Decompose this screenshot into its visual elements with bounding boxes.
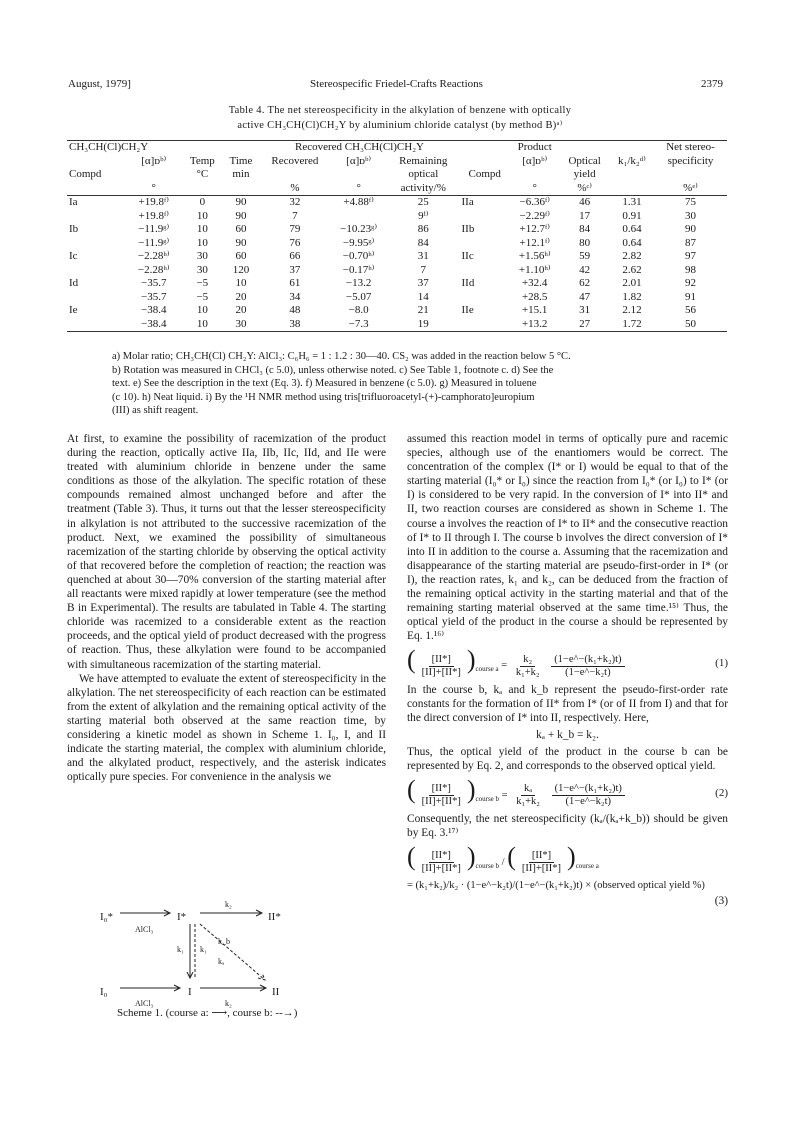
table-cell: 98 xyxy=(685,263,697,276)
table-cell xyxy=(460,237,510,251)
table-cell: −5.07 xyxy=(345,290,372,303)
table-cell: −6.36ᶠ⁾ xyxy=(519,196,550,208)
table-cell: +13.2 xyxy=(510,318,559,332)
table-cell: Ie xyxy=(69,304,78,316)
table-cell: 42 xyxy=(579,263,591,276)
eq2-sub: course b xyxy=(475,795,500,804)
equation-3-line2: = (k₁+k₂)/k₂ · (1−e^−k₂t)/(1−e^−(k₁+k₂)t) × (observed optical yield %) xyxy=(407,880,705,892)
table-cell: −38.4 xyxy=(125,318,182,332)
table-cell: 48 xyxy=(289,304,301,316)
table-row xyxy=(67,223,727,237)
left-column xyxy=(67,432,386,784)
table-cell: −35.7 xyxy=(141,290,167,303)
eq1-lhs-num: [II*] xyxy=(429,654,454,667)
eq2-r2-num: (1−e^−(k₁+k₂)t) xyxy=(552,783,625,796)
label-k2-top: k₂ xyxy=(225,900,232,909)
table-cell: 2.12 xyxy=(622,304,642,316)
h-alpha-start: [α]ᴅᵇ⁾ xyxy=(141,154,167,167)
label-i: I xyxy=(188,986,192,998)
eq3-a-den: [II]+[II*] xyxy=(421,863,461,875)
eq3-a-num: [II*] xyxy=(429,850,454,863)
eq2-number: (2) xyxy=(715,786,728,799)
eq1-r1-num: k₂ xyxy=(520,654,535,667)
table-cell: +12.7ᶠ⁾ xyxy=(519,223,550,235)
table-cell: 7 xyxy=(420,263,427,276)
table-cell: Ia xyxy=(69,196,78,208)
table-cell: −2.28ʰ⁾ xyxy=(137,250,170,262)
table-cell: 2.62 xyxy=(622,263,642,276)
table-cell: 59 xyxy=(579,250,591,262)
table-cell: −2.29ᶠ⁾ xyxy=(519,209,550,222)
table-cell: 84 xyxy=(579,223,591,235)
table-cell: +19.8ᶠ⁾ xyxy=(138,196,169,208)
table-cell: 90 xyxy=(235,209,247,222)
table-cell: +19.8ᶠ⁾ xyxy=(138,209,169,222)
table-cell: 27 xyxy=(559,318,609,332)
table-cell: −8.0 xyxy=(348,304,369,316)
h-deg2: ° xyxy=(330,182,387,196)
table-cell: 62 xyxy=(579,277,591,289)
eq3-b-num: [II*] xyxy=(529,850,554,863)
table-cell: −2.28ʰ⁾ xyxy=(137,263,170,276)
table-cell: 56 xyxy=(685,304,697,316)
paragraph: assumed this reaction model in terms of optically pure and racemic species, although use of the enantiomers would be correct. The concentration of the complex (I* or I) would be equal to that of the starting material (I₀* or I₀) since the reaction from I₀* (or I₀) to I* (or I) is considered to be very rapid. In the conversion of I* into II* and II, two reaction courses are considered as shown in Scheme 1. The course a involves the reaction of I* to II* and the consecutive reaction of I* to II through I. The course b involves the direct conversion of I* into II in addition to the course a. Assuming that the racemization and disappearance of the starting material are pseudo-first-order in I* (or I), the reaction rates, k₁ and k₂, can be deduced from the fraction of the remaining optical activity in the starting material and that of the remaining starting material observed at the same time.¹⁵⁾ Thus, the optical yield of the product in the course a should be represented by Eq. 1.¹⁶⁾ xyxy=(407,433,728,643)
table-cell: −11.9ᵍ⁾ xyxy=(138,236,170,249)
arrow-i-ii xyxy=(200,985,266,991)
table-cell: 75 xyxy=(685,196,697,208)
table-cell: 2.01 xyxy=(622,277,642,289)
table-cell: 120 xyxy=(232,263,250,276)
scheme-caption: Scheme 1. (course a: ⟶, course b: --→) xyxy=(117,1007,298,1019)
table-cell: 21 xyxy=(417,304,429,316)
eq2-lhs-den: [II]+[II*] xyxy=(421,796,461,808)
table-cell xyxy=(67,237,125,251)
table-cell: 76 xyxy=(289,236,301,249)
table-cell: −11.9ᵍ⁾ xyxy=(138,223,170,235)
table-cell: −0.70ʰ⁾ xyxy=(342,250,375,262)
table-cell: −13.2 xyxy=(345,277,372,289)
eq1-sub: course a xyxy=(475,665,499,674)
table-row xyxy=(67,318,727,332)
table-cell xyxy=(67,264,125,278)
table-cell: IId xyxy=(461,277,475,289)
eq1-r2-num: (1−e^−(k₁+k₂)t) xyxy=(551,654,624,667)
table-cell: 10 xyxy=(196,209,208,222)
footnote-line: b) Rotation was measured in CHCl₃ (c 5.0), unless otherwise noted. c) See Table 1, footnote c. d) See the xyxy=(112,364,554,376)
eq3-b-den: [II]+[II*] xyxy=(521,863,562,875)
table-caption-line2: active CH₃CH(Cl)CH₂Y by aluminium chloride catalyst (by method B)ᵃ⁾ xyxy=(237,120,563,131)
h-recovered: Recovered xyxy=(271,154,319,167)
equation-3-line1: ( $\frac{[II*]}{[II]+[II*]}$ )$_{course b}$ / ( $\frac{[II*]}{[II]+[II*]}$ )$_{course a}$ xyxy=(407,842,599,875)
table-cell: −35.7 xyxy=(141,277,167,289)
table-cell: 9ⁱ⁾ xyxy=(418,209,429,222)
table-cell: 60 xyxy=(235,250,247,262)
table-caption-line1: Table 4. The net stereospecificity in the alkylation of benzene with optically xyxy=(228,105,572,116)
right-column xyxy=(407,432,728,908)
h-remaining3: activity/% xyxy=(387,182,459,196)
table-cell: 0.64 xyxy=(622,223,642,235)
table-cell: 87 xyxy=(685,236,697,249)
group-product: Product xyxy=(460,141,610,155)
eq2-r2-den: (1−e^−k₂t) xyxy=(565,796,611,808)
h-time-unit: min xyxy=(232,168,250,180)
table-cell: 38 xyxy=(260,318,331,332)
eq2-r1-den: k₁+k₂ xyxy=(516,796,540,808)
table-cell: 1.82 xyxy=(622,290,642,303)
table-cell: 90 xyxy=(235,236,247,249)
table-cell: 97 xyxy=(685,250,697,262)
table-4 xyxy=(67,140,727,332)
table-cell: 91 xyxy=(685,290,697,303)
arrow-i0-i xyxy=(120,985,180,991)
table-cell: 31 xyxy=(579,304,591,316)
table-cell: 14 xyxy=(417,290,429,303)
table-cell: −9.95ᵍ⁾ xyxy=(342,236,375,249)
table-cell: +32.4 xyxy=(521,277,548,289)
h-net2: specificity xyxy=(667,154,714,167)
eq1-lhs-den: [II]+[II*] xyxy=(421,666,461,678)
table-cell: +15.1 xyxy=(521,304,548,316)
footnote-line: a) Molar ratio; CH₃CH(Cl) CH₂Y: AlCl₃: C₆H₆ = 1 : 1.2 : 30—40. CS₂ was added in the reaction below 5 °C. xyxy=(112,351,571,362)
footnote-line: (III) as shift reagent. xyxy=(112,405,199,416)
paragraph: Thus, the optical yield of the product in the course b can be represented by Eq. 2, and corresponds to the observed optical yield. xyxy=(407,745,728,772)
paragraph: In the course b, kₐ and k_b represent the pseudo-first-order rate constants for the formation of II* from I* (or of II from I) and that for the direct conversion of I* into II, respectively. Here, xyxy=(407,683,728,724)
h-net1: Net stereo- xyxy=(654,141,727,155)
table-cell: 10 xyxy=(182,318,222,332)
table-cell: 0 xyxy=(199,196,206,208)
table-cell: 30 xyxy=(685,209,697,222)
table-cell xyxy=(67,210,125,224)
h-net3: %ᵉ⁾ xyxy=(654,182,727,196)
table-cell: 66 xyxy=(289,250,301,262)
equation-1: ( $\frac{[II*]}{[II]+[II*]}$ )$_{course a}$ = $\frac{\text{k₂}}{\text{k₁+k₂}}$ $\frac{\text{(1−e\textasciicircum{}−(k₁+k₂)t)}}{\text{(1−e\textasciicircum{}−k₂t)}}$ (1) xyxy=(407,645,728,678)
footnote-line: text. e) See the description in the text (Eq. 3). f) Measured in benzene (c 5.0). g) Measured in toluene xyxy=(112,378,537,389)
label-kb: k_b xyxy=(218,937,230,946)
table-cell: 32 xyxy=(289,196,301,208)
table-cell: 10 xyxy=(196,236,208,249)
equation-2: ( $\frac{[II*]}{[II]+[II*]}$ )$_{course b}$ = $\frac{\text{kₐ}}{\text{k₁+k₂}}$ $\frac{\text{(1−e\textasciicircum{}−(k₁+k₂)t)}}{\text{(1−e\textasciicircum{}−k₂t)}}$ (2) xyxy=(407,775,728,808)
table-cell: +4.88ᶠ⁾ xyxy=(343,196,374,208)
table-cell: 0.91 xyxy=(622,209,642,222)
table-cell: 1.72 xyxy=(610,318,654,332)
table-row xyxy=(67,196,727,210)
table-row xyxy=(67,264,727,278)
table-cell: 31 xyxy=(417,250,429,262)
table-cell: 10 xyxy=(196,223,208,235)
eq1-number: (1) xyxy=(715,656,728,669)
table-cell: 37 xyxy=(289,263,301,276)
h-temp-unit: °C xyxy=(196,168,209,180)
table-cell: 60 xyxy=(235,223,247,235)
table-cell: 80 xyxy=(579,236,591,249)
h-time: Time xyxy=(229,154,253,167)
table-cell xyxy=(460,318,510,332)
arrow-istar-i xyxy=(187,924,193,978)
table-cell: IIa xyxy=(461,196,474,208)
table-cell: +28.5 xyxy=(521,290,548,303)
table-cell: 10 xyxy=(235,277,247,289)
table-cell: +1.10ʰ⁾ xyxy=(518,263,551,276)
table-cell: 61 xyxy=(289,277,301,289)
h-compd2: Compd xyxy=(468,168,501,180)
h-deg3: ° xyxy=(510,182,559,196)
table-cell: 84 xyxy=(417,236,429,249)
h-temp: Temp xyxy=(189,154,215,167)
eq3-sub-b: course b xyxy=(475,862,500,871)
table-row xyxy=(67,210,727,224)
h-remaining1: Remaining xyxy=(399,154,448,167)
table-cell: 2.82 xyxy=(622,250,642,262)
table-cell: IIe xyxy=(461,304,474,316)
table-cell: Id xyxy=(69,277,79,289)
table-cell: 19 xyxy=(387,318,459,332)
group-recovered: Recovered CH₃CH(Cl)CH₂Y xyxy=(260,141,460,155)
label-i0star: I₀* xyxy=(100,911,113,923)
table-cell: −10.23ᵍ⁾ xyxy=(340,223,378,235)
table-cell: −5 xyxy=(196,277,209,289)
label-ka: kₐ xyxy=(218,957,225,966)
table-cell: −38.4 xyxy=(141,304,167,316)
eq2-r1-num: kₐ xyxy=(521,783,535,796)
label-k1: k₁ xyxy=(177,945,184,954)
arrow-i0star-istar xyxy=(120,910,170,916)
group-starting: CH₃CH(Cl)CH₂Y xyxy=(67,141,182,155)
equation-k: kₐ + k_b = k₂. xyxy=(536,728,599,741)
eq3-sub-a: course a xyxy=(575,862,599,871)
h-k: k₁/k₂ᵈ⁾ xyxy=(618,154,646,167)
table-cell: IIb xyxy=(461,223,475,235)
arrow-istar-iistar xyxy=(200,910,262,916)
table-cell: IIc xyxy=(461,250,474,262)
table-cell: 34 xyxy=(289,290,301,303)
table-body xyxy=(67,196,727,332)
table-row xyxy=(67,237,727,251)
table-cell xyxy=(460,210,510,224)
h-compd: Compd xyxy=(69,168,102,180)
h-remaining2: optical xyxy=(408,168,439,180)
table-cell: +12.1ᶠ⁾ xyxy=(519,236,550,249)
paragraph: At first, to examine the possibility of racemization of the product during the reaction, optically active IIa, IIb, IIc, IId, and IIe were treated with aluminium chloride in benzene under the same conditions as those of the alkylation. The specific rotation of these compounds remained almost unchanged before and after the treatment (Table 3). Thus, it turns out that the lesser stereospecificity in alkylation is not attributed to the successive racemization of the product. Next, we examined the possibility of simultaneous racemization of the starting chloride by observing the optical activity of that recovered before the completion of reaction; the reaction was quenched at about 30—70% conversion of the starting material after all reactants were mixed rapidly at lower temperature (see the method B in Experimental). The results are tabulated in Table 4. The starting chloride was racemized to a considerable extent as the reaction proceeds, and the optical yield of product decreased with the progress of reaction. Thus, these alkylation were found to be accompanied with simultaneous racemization of the starting material. xyxy=(67,433,386,671)
paragraph: We have attempted to evaluate the extent of stereospecificity in the alkylation. The net stereospecificity of each reaction can be estimated from the extent of alkylation and the remaining optical activity of the starting material both observed at the same reaction time, by considering a kinetic model as shown in Scheme 1. I₀, I, and II indicate the starting material, the complex with aluminium chloride, and the alkylated product, respectively, and the asterisk indicates optically pure species. For convenience in the analysis we xyxy=(67,672,386,784)
table-cell: 7 xyxy=(292,209,298,222)
h-percent: % xyxy=(260,182,331,196)
arrow-istar-ii-dashed xyxy=(200,924,265,980)
table-cell: −7.3 xyxy=(330,318,387,332)
table-cell: 37 xyxy=(417,277,429,289)
label-alcl3-top: AlCl₃ xyxy=(135,925,154,934)
page-number: 2379 xyxy=(701,78,723,90)
h-optical2: yield xyxy=(573,168,596,180)
table-cell xyxy=(330,210,387,224)
paragraph: Consequently, the net stereospecificity (kₐ/(kₐ+k_b)) should be given by Eq. 3.¹⁷⁾ xyxy=(407,813,728,840)
table-cell xyxy=(67,318,125,332)
table-cell: 86 xyxy=(417,223,429,235)
h-alpha-prod: [α]ᴅᵇ⁾ xyxy=(522,154,548,167)
table-cell: −5 xyxy=(196,290,209,303)
table-cell: 50 xyxy=(654,318,727,332)
running-header-date: August, 1979] xyxy=(68,78,131,90)
table-cell: 46 xyxy=(579,196,591,208)
label-alcl3-bottom: AlCl₃ xyxy=(135,999,154,1008)
table-cell: 90 xyxy=(235,196,247,208)
label-iistar: II* xyxy=(268,911,281,923)
label-k2-bottom: k₂ xyxy=(225,999,232,1008)
table-caption xyxy=(95,103,705,133)
table-cell xyxy=(460,264,510,278)
h-deg1: ° xyxy=(125,182,182,196)
table-cell: 90 xyxy=(685,223,697,235)
table-cell: 17 xyxy=(579,209,591,222)
h-alpha-rec: [α]ᴅᵇ⁾ xyxy=(346,154,372,167)
running-header-title: Stereospecific Friedel-Crafts Reactions xyxy=(310,78,483,90)
label-k1-dashed: k₁ xyxy=(200,945,207,954)
h-optical1: Optical xyxy=(568,154,601,167)
table-cell: 92 xyxy=(685,277,697,289)
eq1-r1-den: k₁+k₂ xyxy=(515,666,540,678)
table-footnotes xyxy=(112,350,722,418)
table-cell: 20 xyxy=(235,290,247,303)
table-cell: Ic xyxy=(69,250,78,262)
h-optical3: %ᶜ⁾ xyxy=(559,182,609,196)
table-cell xyxy=(67,291,125,305)
table-row xyxy=(67,304,727,318)
table-cell: −0.17ʰ⁾ xyxy=(342,263,375,276)
table-cell: Ib xyxy=(69,223,79,235)
table-cell: 20 xyxy=(235,304,247,316)
table-row xyxy=(67,291,727,305)
table-cell: 0.64 xyxy=(622,236,642,249)
table-cell: 30 xyxy=(222,318,259,332)
table-cell: 10 xyxy=(196,304,208,316)
label-istar: I* xyxy=(177,911,187,923)
table-row xyxy=(67,250,727,264)
table-cell: 30 xyxy=(196,250,208,262)
table-cell: 30 xyxy=(196,263,208,276)
table-cell: 47 xyxy=(579,290,591,303)
label-i0: I₀ xyxy=(100,986,108,998)
table-cell: 1.31 xyxy=(622,196,642,208)
table-row xyxy=(67,277,727,291)
footnote-line: (c 10). h) Neat liquid. i) By the ¹H NMR method using tris[trifluoroacetyl-(+)-camphorato]europium xyxy=(112,391,535,403)
eq2-lhs-num: [II*] xyxy=(429,783,454,796)
table-cell: 25 xyxy=(417,196,429,208)
table-cell: 79 xyxy=(289,223,301,235)
table-cell: +1.56ʰ⁾ xyxy=(518,250,551,262)
label-ii: II xyxy=(272,986,280,998)
eq1-r2-den: (1−e^−k₂t) xyxy=(565,666,611,678)
eq3-number: (3) xyxy=(714,894,728,907)
table-cell xyxy=(460,291,510,305)
